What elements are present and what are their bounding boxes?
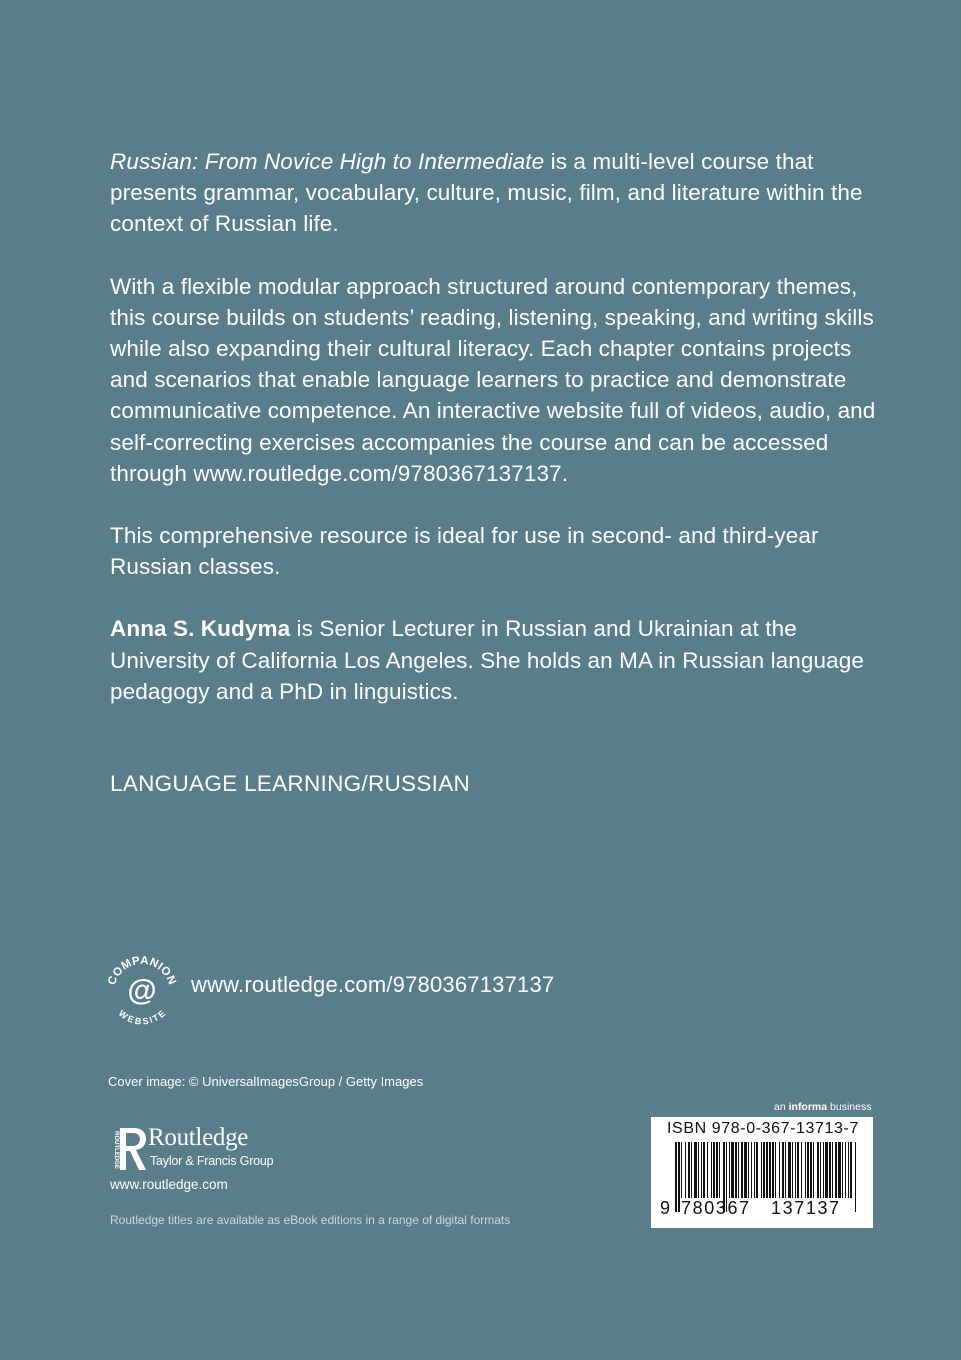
subject-category: LANGUAGE LEARNING/RUSSIAN bbox=[110, 771, 471, 796]
barcode-bar bbox=[850, 1142, 852, 1198]
approach-paragraph: With a flexible modular approach structured around contemporary themes, this course builds on students’ reading, listening, speaking, and writing skills while also expanding their cultural literacy. Each chapter contains projects and scenarios that enable language learners to practice and demonstrate communicative competence. An interactive website full of videos, audio, and self-correcting exercises accompanies the course and can be accessed through www.routledge.com/9780367137137. bbox=[110, 273, 876, 486]
barcode-bar bbox=[835, 1142, 837, 1198]
barcode-bar bbox=[719, 1142, 720, 1198]
barcode-bar bbox=[748, 1142, 749, 1198]
barcode-first-digit: 9 bbox=[660, 1198, 671, 1218]
publisher-url[interactable]: www.routledge.com bbox=[110, 1177, 228, 1192]
barcode-bar bbox=[810, 1142, 812, 1198]
barcode-bar bbox=[675, 1142, 677, 1212]
informa-brand: informa bbox=[788, 1101, 828, 1113]
barcode-bar bbox=[795, 1142, 796, 1198]
barcode-bar bbox=[792, 1142, 793, 1198]
barcode-bar bbox=[845, 1142, 846, 1198]
barcode-right-digits: 137137 bbox=[771, 1198, 841, 1218]
barcode-bar bbox=[788, 1142, 791, 1198]
routledge-logo-side-text: ROUTLEDGE bbox=[113, 1131, 119, 1169]
companion-at-symbol: @ bbox=[127, 974, 157, 1007]
barcode-bar bbox=[766, 1142, 768, 1198]
barcode-bar bbox=[678, 1142, 680, 1212]
barcode-bar bbox=[763, 1142, 765, 1198]
barcode-bar bbox=[711, 1142, 712, 1198]
barcode-bar bbox=[751, 1142, 752, 1198]
informa-business-tag bbox=[774, 1101, 871, 1113]
barcode-bar bbox=[807, 1142, 809, 1198]
barcode-bar bbox=[832, 1142, 833, 1198]
barcode-bar bbox=[842, 1142, 843, 1198]
barcode-bar bbox=[772, 1142, 774, 1198]
barcode-bar bbox=[782, 1142, 784, 1198]
barcode-bar bbox=[797, 1142, 799, 1198]
barcode-bar bbox=[713, 1142, 715, 1198]
intro-text: is a multi-level course that presents grammar, vocabulary, culture, music, film, and literature within the context of Russian life. bbox=[110, 149, 863, 237]
publisher-name: Routledge bbox=[148, 1124, 249, 1151]
barcode-bar bbox=[738, 1142, 739, 1198]
barcode-bar bbox=[820, 1142, 821, 1198]
intro-paragraph bbox=[110, 146, 880, 240]
cover-image-credit: Cover image: © UniversalImagesGroup / Getty Images bbox=[108, 1074, 424, 1089]
barcode-bar bbox=[703, 1142, 705, 1198]
back-cover-blurb bbox=[110, 146, 880, 738]
companion-badge-bottom: WEBSITE bbox=[116, 1007, 168, 1027]
barcode-bar bbox=[731, 1142, 734, 1198]
barcode-bar bbox=[769, 1142, 771, 1198]
companion-website-icon bbox=[104, 952, 180, 1028]
companion-badge-top: COMPANION bbox=[106, 954, 178, 987]
barcode-bar bbox=[838, 1142, 841, 1198]
book-title-italic: Russian: From Novice High to Intermediate bbox=[110, 149, 545, 174]
barcode-bar bbox=[694, 1142, 697, 1198]
barcode-bar bbox=[701, 1142, 702, 1198]
author-paragraph bbox=[110, 613, 880, 707]
audience-paragraph: This comprehensive resource is ideal for use in second- and third-year Russian classes. bbox=[110, 523, 819, 580]
barcode-left-digits: 780367 bbox=[681, 1198, 751, 1218]
barcode-bar bbox=[744, 1142, 747, 1198]
barcode-bar bbox=[829, 1142, 831, 1198]
ebook-availability-note: Routledge titles are available as eBook editions in a range of digital formats bbox=[110, 1213, 511, 1227]
isbn-label: ISBN 978-0-367-13713-7 bbox=[667, 1120, 859, 1137]
barcode-bar bbox=[756, 1142, 758, 1198]
barcode-bar bbox=[813, 1142, 814, 1198]
author-name: Anna S. Kudyma bbox=[110, 616, 291, 642]
barcode-bar bbox=[761, 1142, 762, 1198]
barcode-bar bbox=[801, 1142, 802, 1198]
barcode-bar bbox=[685, 1142, 686, 1198]
barcode-bar bbox=[716, 1142, 718, 1198]
svg-text:WEBSITE bbox=[117, 1008, 168, 1027]
informa-suffix: business bbox=[827, 1101, 872, 1113]
barcode-bar bbox=[805, 1142, 806, 1198]
author-bio: is Senior Lecturer in Russian and Ukrainian at the University of California Los Angeles. She holds an MA in Russian language pedagogy and a PhD in linguistics. bbox=[110, 616, 864, 704]
publisher-group: Taylor & Francis Group bbox=[150, 1154, 274, 1168]
barcode-bar bbox=[688, 1142, 690, 1198]
routledge-r-logo-icon bbox=[108, 1124, 148, 1174]
barcode-bar bbox=[823, 1142, 824, 1198]
barcode-bar bbox=[785, 1142, 786, 1198]
barcode-bar bbox=[848, 1142, 849, 1198]
informa-prefix: an bbox=[774, 1101, 789, 1113]
barcode-bar bbox=[855, 1142, 856, 1212]
barcode-bar bbox=[707, 1142, 708, 1198]
barcode-bar bbox=[691, 1142, 692, 1198]
barcode-bar bbox=[825, 1142, 828, 1198]
barcode-bar bbox=[681, 1142, 682, 1198]
barcode-bar bbox=[735, 1142, 737, 1198]
barcode-bar bbox=[741, 1142, 743, 1198]
barcode-bar bbox=[754, 1142, 755, 1198]
companion-website-url[interactable]: www.routledge.com/9780367137137 bbox=[191, 972, 555, 997]
isbn-barcode bbox=[651, 1117, 873, 1228]
barcode-bar bbox=[698, 1142, 699, 1198]
barcode-bar bbox=[729, 1142, 730, 1198]
barcode-bar bbox=[775, 1142, 776, 1198]
barcode-bar bbox=[817, 1142, 819, 1198]
barcode-bar bbox=[779, 1142, 780, 1198]
